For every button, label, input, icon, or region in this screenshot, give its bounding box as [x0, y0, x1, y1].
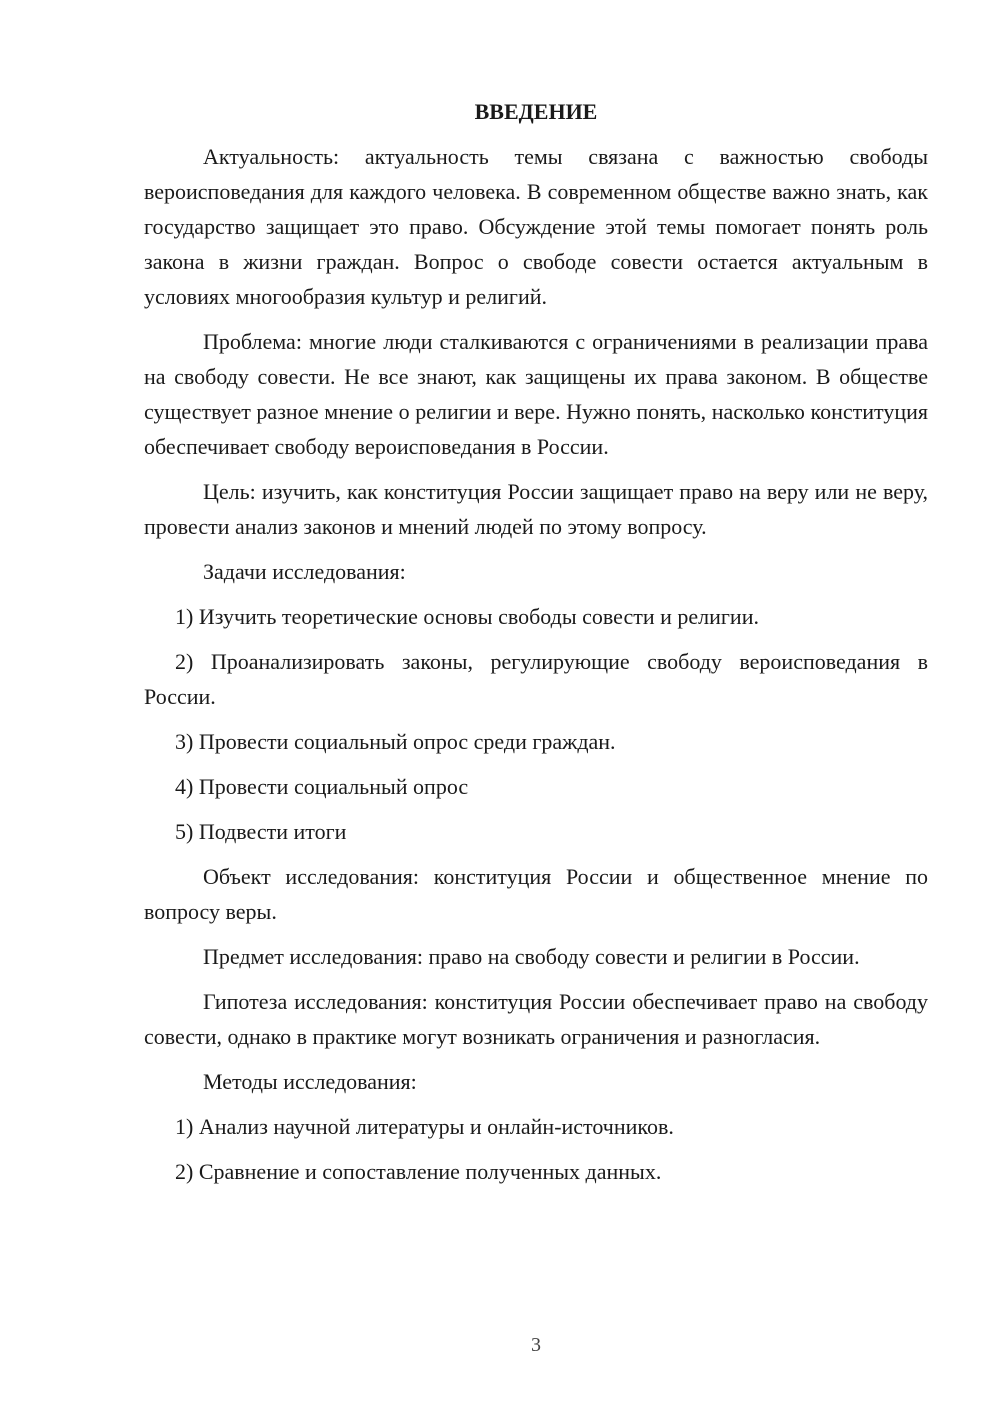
methods-heading: Методы исследования:: [203, 1069, 417, 1094]
task-item-5: 5) Подвести итоги: [175, 819, 347, 844]
page-title: ВВЕДЕНИЕ: [474, 99, 598, 124]
tasks-heading: Задачи исследования:: [203, 559, 406, 584]
paragraph-subject: Предмет исследования: право на свободу совести и религии в России.: [203, 944, 860, 969]
paragraph-problem: Проблема: многие люди сталкиваются с ограничениями в реализации права на свободу совести. Не все знают, как защищены их права законом. В обществе существует разное мнение о религии и вере. Нужно понять, насколько конституция обеспечивает свободу вероисповедания в России.: [144, 329, 928, 459]
paragraph-object: Объект исследования: конституция России и общественное мнение по вопросу веры.: [144, 864, 928, 924]
method-item-2: 2) Сравнение и сопоставление полученных данных.: [175, 1159, 662, 1184]
document-page: [144, 94, 928, 1199]
paragraph-goal: Цель: изучить, как конституция России защищает право на веру или не веру, провести анализ законов и мнений людей по этому вопросу.: [144, 479, 928, 539]
method-item-1: 1) Анализ научной литературы и онлайн-источников.: [175, 1114, 674, 1139]
task-item-1: 1) Изучить теоретические основы свободы совести и религии.: [175, 604, 759, 629]
paragraph-hypothesis: Гипотеза исследования: конституция России обеспечивает право на свободу совести, однако в практике могут возникать ограничения и разногласия.: [144, 989, 928, 1049]
task-item-2: 2) Проанализировать законы, регулирующие свободу вероисповедания в России.: [144, 649, 928, 709]
task-item-3: 3) Провести социальный опрос среди граждан.: [175, 729, 616, 754]
task-item-4: 4) Провести социальный опрос: [175, 774, 469, 799]
paragraph-relevance: Актуальность: актуальность темы связана с важностью свободы вероисповедания для каждого человека. В современном обществе важно знать, как государство защищает это право. Обсуждение этой темы помогает понять роль закона в жизни граждан. Вопрос о свободе совести остается актуальным в условиях многообразия культур и религий.: [144, 144, 928, 309]
page-number: 3: [531, 1334, 541, 1356]
